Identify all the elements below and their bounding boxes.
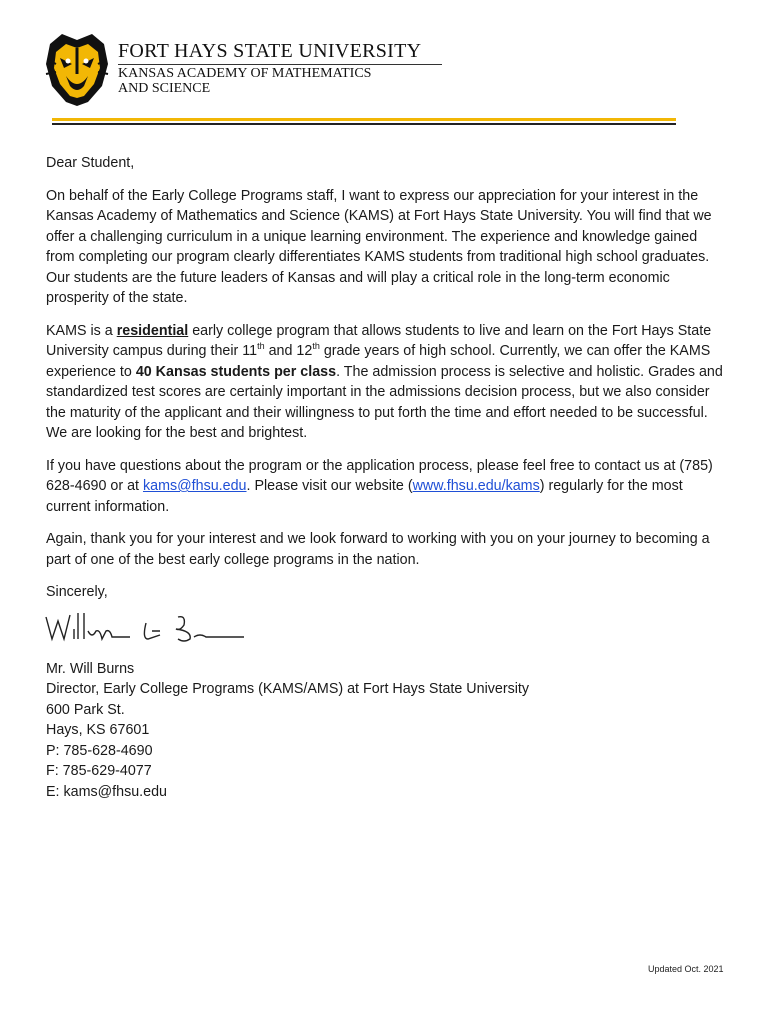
website-link[interactable]: www.fhsu.edu/kams: [412, 478, 540, 494]
signer-name: Mr. Will Burns: [46, 660, 135, 677]
academy-name: KANSAS ACADEMY OF MATHEMATICS AND SCIENCE: [118, 66, 372, 96]
paragraph-contact: If you have questions about the program or the application process, please feel free to contact us at (785) 628-4690 or at kams@fhsu.edu. Please visit our website (www.fhsu.edu/kams) regularly for the most current information.: [46, 457, 713, 515]
class-size-emphasis: 40 Kansas students per class: [135, 363, 337, 380]
tiger-logo-icon: [44, 34, 110, 106]
salutation: Dear Student,: [46, 155, 135, 171]
residential-emphasis: residential: [116, 322, 189, 339]
letter-body: [46, 153, 728, 802]
handwritten-signature: [44, 609, 254, 645]
address-line-1: 600 Park St.: [46, 701, 125, 718]
paragraph-program: KAMS is a residential early college program that allows students to live and learn on the Fort Hays State University campus during their 11th and 12th grade years of high school. Currently, we can offer the KAMS experience to 40 Kansas students per class. The admission process is selective and holistic. Grades and standardized test scores are certainly important in the admissions decision process, but we also consider the maturity of the applicant and their willingness to put forth the time and effort needed to be successful. We are looking for the best and brightest.: [46, 322, 723, 441]
phone-number: P: 785-628-4690: [46, 742, 153, 759]
closing: Sincerely,: [46, 584, 108, 600]
header-divider: [52, 118, 676, 125]
fax-number: F: 785-629-4077: [46, 763, 152, 779]
contact-email: E: kams@fhsu.edu: [46, 783, 167, 800]
paragraph-intro: On behalf of the Early College Programs staff, I want to express our appreciation for your interest in the Kansas Academy of Mathematics and Science (KAMS) at Fort Hays State University. You will find that we offer a challenging curriculum in a unique learning environment. The experience and knowledge gained from completing our program clearly differentiates KAMS students from traditional high school graduates. Our students are the future leaders of Kansas and will play a critical role in the long-term economic prosperity of the state.: [46, 187, 712, 306]
letterhead: [44, 30, 684, 130]
signature-block: [46, 659, 728, 803]
updated-date: Updated Oct. 2021: [648, 964, 724, 974]
signer-title: Director, Early College Programs (KAMS/AMS) at Fort Hays State University: [46, 681, 530, 697]
address-line-2: Hays, KS 67601: [46, 722, 150, 738]
university-name: FORT HAYS STATE UNIVERSITY: [118, 40, 442, 65]
paragraph-closing-thanks: Again, thank you for your interest and we look forward to working with you on your journey to becoming a part of one of the best early college programs in the nation.: [46, 531, 710, 568]
email-link[interactable]: kams@fhsu.edu: [142, 478, 247, 494]
